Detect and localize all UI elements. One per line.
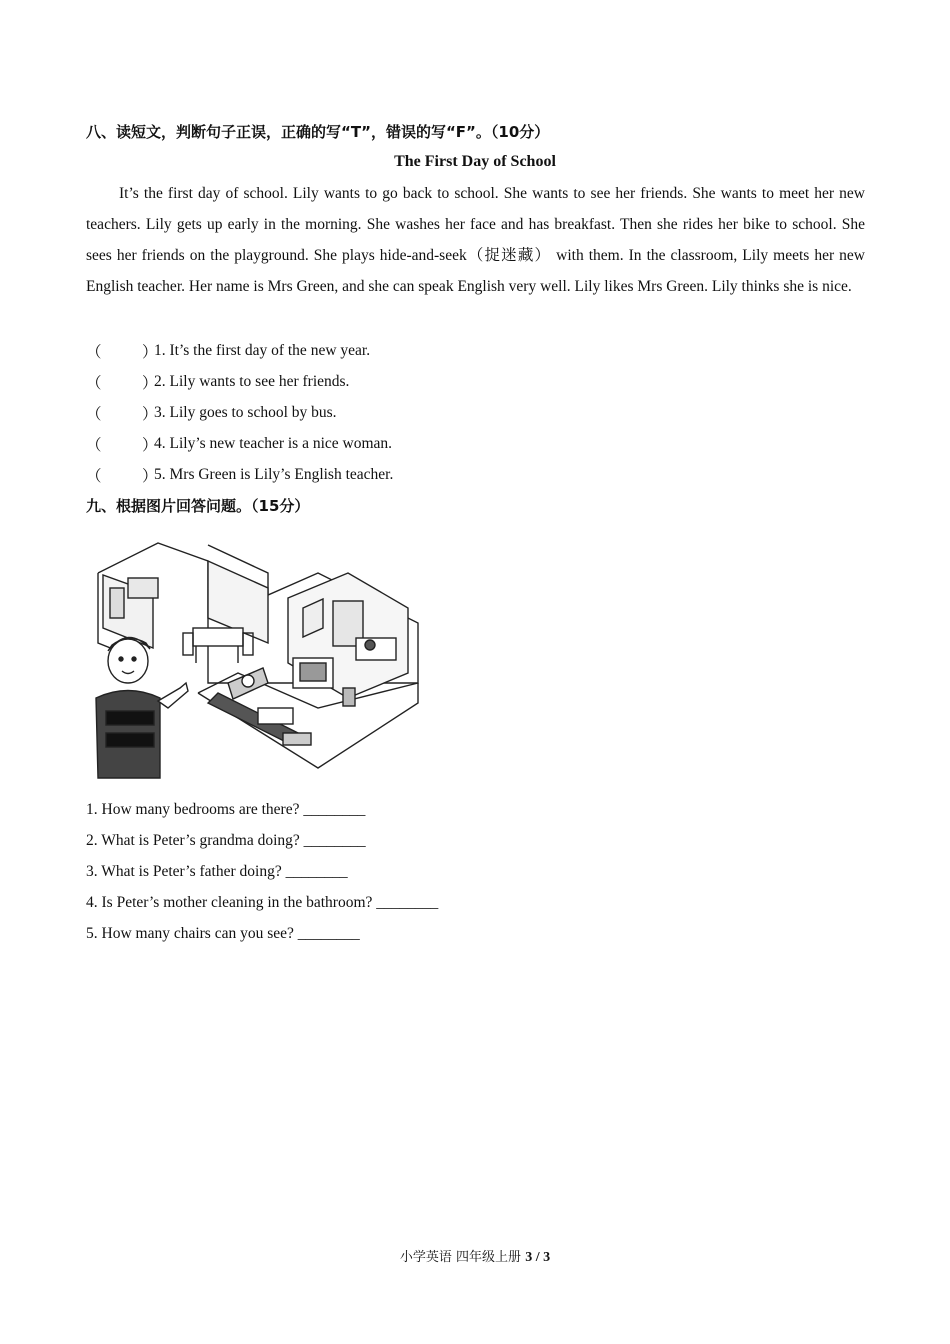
section9-heading: 九、根据图片回答问题。（15分） xyxy=(86,497,310,515)
page-number: 3 / 3 xyxy=(525,1250,551,1265)
answer-paren-close: ） xyxy=(142,437,158,454)
question-line: 2. What is Peter’s grandma doing? ________ xyxy=(86,832,366,849)
judge-item-text: 5. Mrs Green is Lily’s English teacher. xyxy=(154,466,394,483)
judge-item xyxy=(86,340,370,362)
judge-item-text: 3. Lily goes to school by bus. xyxy=(154,404,337,421)
answer-paren-open: （ xyxy=(86,375,102,392)
answer-paren-open: （ xyxy=(86,406,102,423)
answer-paren-open: （ xyxy=(86,468,102,485)
footer-label: 小学英语 四年级上册 xyxy=(399,1250,526,1265)
question-line: 3. What is Peter’s father doing? ________ xyxy=(86,863,348,880)
answer-paren-close: ） xyxy=(142,375,158,392)
answer-paren-open: （ xyxy=(86,437,102,454)
answer-paren-close: ） xyxy=(142,344,158,361)
judge-item xyxy=(86,371,349,393)
answer-paren-close: ） xyxy=(142,468,158,485)
judge-item-text: 2. Lily wants to see her friends. xyxy=(154,373,350,390)
question-line: 4. Is Peter’s mother cleaning in the bathroom? ________ xyxy=(86,894,439,911)
judge-item xyxy=(86,433,392,455)
passage-title: The First Day of School xyxy=(394,153,556,170)
judge-item xyxy=(86,402,337,424)
house-illustration xyxy=(88,533,428,779)
answer-paren-open: （ xyxy=(86,344,102,361)
question-line: 5. How many chairs can you see? ________ xyxy=(86,925,360,942)
question-line: 1. How many bedrooms are there? ________ xyxy=(86,801,366,818)
reading-passage: It’s the first day of school. Lily wants to go back to school. She wants to see her friends. She wants to meet her new teachers. Lily gets up early in the morning. She washes her face and has breakfast. Then she rides her bike to school. She sees her friends on the playground. She plays hide-and-seek（捉迷藏） with them. In the classroom, Lily meets her new English teacher. Her name is Mrs Green, and she can speak English very well. Lily likes Mrs Green. Lily thinks she is nice. xyxy=(86,185,865,295)
section8-heading: 八、读短文，判断句子正误，正确的写“T”，错误的写“F”。（10分） xyxy=(86,123,550,141)
answer-paren-close: ） xyxy=(142,406,158,423)
judge-item-text: 1. It’s the first day of the new year. xyxy=(154,342,371,359)
judge-item xyxy=(86,464,393,486)
judge-item-text: 4. Lily’s new teacher is a nice woman. xyxy=(154,435,393,452)
page-footer xyxy=(0,1246,950,1266)
